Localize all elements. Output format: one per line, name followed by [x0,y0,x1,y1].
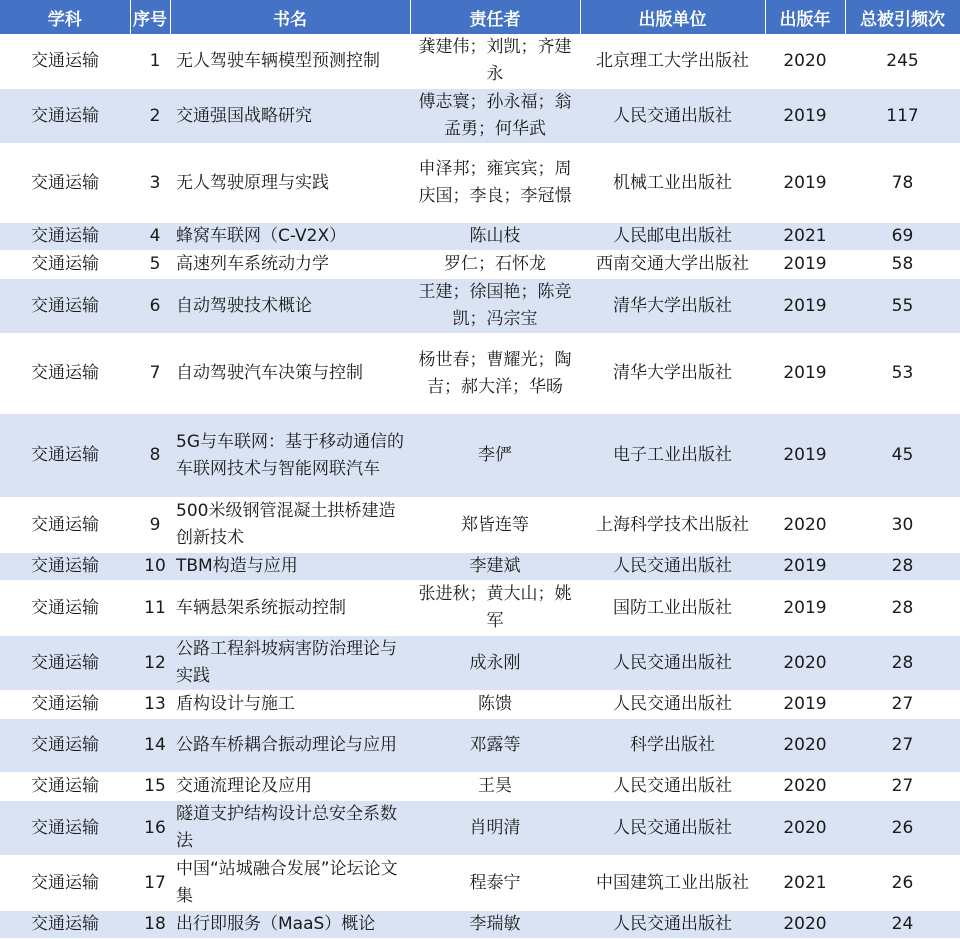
table-row [0,498,960,553]
cell-title: 公路车桥耦合振动理论与应用 [170,719,410,773]
cell-citations: 53 [845,334,960,414]
cell-citations: 28 [845,581,960,636]
cell-index: 11 [130,581,170,636]
cell-subject: 交通运输 [0,334,130,414]
cell-publisher: 北京理工大学出版社 [580,34,765,89]
cell-publisher: 西南交通大学出版社 [580,251,765,279]
cell-year: 2020 [765,719,845,773]
cell-authors: 邓露等 [410,719,580,773]
cell-title: 公路工程斜坡病害防治理论与实践 [170,636,410,691]
cell-year: 2020 [765,911,845,939]
cell-citations: 28 [845,636,960,691]
cell-index: 9 [130,498,170,553]
cell-citations: 27 [845,719,960,773]
cell-citations: 117 [845,89,960,144]
cell-index: 8 [130,414,170,498]
cell-citations: 245 [845,34,960,89]
header-title: 书名 [170,0,410,34]
table-row [0,279,960,334]
cell-subject: 交通运输 [0,251,130,279]
cell-year: 2019 [765,251,845,279]
cell-publisher: 电子工业出版社 [580,414,765,498]
table-row [0,223,960,251]
cell-title: 隧道支护结构设计总安全系数法 [170,801,410,856]
cell-authors: 龚建伟；刘凯；齐建永 [410,34,580,89]
cell-citations: 45 [845,414,960,498]
cell-authors: 杨世春；曹耀光；陶吉；郝大洋；华旸 [410,334,580,414]
cell-subject: 交通运输 [0,223,130,251]
cell-index: 14 [130,719,170,773]
cell-publisher: 人民交通出版社 [580,801,765,856]
cell-index: 17 [130,856,170,911]
cell-index: 1 [130,34,170,89]
cell-subject: 交通运输 [0,34,130,89]
cell-authors: 陈山枝 [410,223,580,251]
table-row [0,334,960,414]
table-row [0,34,960,89]
table-row [0,773,960,801]
cell-title: 交通强国战略研究 [170,89,410,144]
cell-index: 2 [130,89,170,144]
cell-authors: 王昊 [410,773,580,801]
cell-authors: 罗仁；石怀龙 [410,251,580,279]
cell-publisher: 机械工业出版社 [580,144,765,223]
cell-publisher: 人民交通出版社 [580,89,765,144]
cell-citations: 27 [845,691,960,719]
table-row [0,251,960,279]
header-subject: 学科 [0,0,130,34]
cell-title: 自动驾驶技术概论 [170,279,410,334]
cell-title: 无人驾驶原理与实践 [170,144,410,223]
cell-authors: 李俨 [410,414,580,498]
table-row [0,801,960,856]
header-citations: 总被引频次 [845,0,960,34]
table-body [0,34,960,939]
cell-authors: 申泽邦；雍宾宾；周庆国；李良；李冠憬 [410,144,580,223]
cell-index: 3 [130,144,170,223]
cell-publisher: 上海科学技术出版社 [580,498,765,553]
cell-index: 7 [130,334,170,414]
cell-authors: 程泰宁 [410,856,580,911]
table-row [0,414,960,498]
cell-subject: 交通运输 [0,414,130,498]
header-publisher: 出版单位 [580,0,765,34]
cell-subject: 交通运输 [0,89,130,144]
cell-year: 2019 [765,691,845,719]
cell-title: 交通流理论及应用 [170,773,410,801]
cell-subject: 交通运输 [0,581,130,636]
cell-publisher: 人民交通出版社 [580,773,765,801]
cell-title: 高速列车系统动力学 [170,251,410,279]
table-row [0,581,960,636]
cell-year: 2019 [765,144,845,223]
cell-publisher: 人民交通出版社 [580,553,765,581]
cell-publisher: 中国建筑工业出版社 [580,856,765,911]
cell-index: 12 [130,636,170,691]
table-row [0,719,960,773]
cell-year: 2019 [765,89,845,144]
cell-publisher: 科学出版社 [580,719,765,773]
cell-publisher: 人民交通出版社 [580,636,765,691]
cell-year: 2019 [765,334,845,414]
cell-citations: 26 [845,801,960,856]
cell-year: 2019 [765,414,845,498]
table-row [0,691,960,719]
cell-authors: 郑皆连等 [410,498,580,553]
cell-title: 蜂窝车联网（C-V2X） [170,223,410,251]
cell-citations: 27 [845,773,960,801]
header-authors: 责任者 [410,0,580,34]
cell-year: 2020 [765,801,845,856]
cell-publisher: 清华大学出版社 [580,334,765,414]
cell-year: 2019 [765,279,845,334]
cell-year: 2019 [765,581,845,636]
cell-index: 13 [130,691,170,719]
cell-citations: 78 [845,144,960,223]
cell-citations: 24 [845,911,960,939]
cell-title: TBM构造与应用 [170,553,410,581]
table-row [0,553,960,581]
cell-index: 16 [130,801,170,856]
table-row [0,911,960,939]
cell-subject: 交通运输 [0,856,130,911]
cell-title: 出行即服务（MaaS）概论 [170,911,410,939]
table-row [0,144,960,223]
cell-citations: 30 [845,498,960,553]
cell-index: 6 [130,279,170,334]
cell-subject: 交通运输 [0,911,130,939]
cell-publisher: 清华大学出版社 [580,279,765,334]
cell-authors: 成永刚 [410,636,580,691]
cell-authors: 傅志寰；孙永福；翁孟勇；何华武 [410,89,580,144]
cell-subject: 交通运输 [0,773,130,801]
cell-title: 车辆悬架系统振动控制 [170,581,410,636]
table-row [0,89,960,144]
cell-citations: 26 [845,856,960,911]
cell-index: 10 [130,553,170,581]
cell-authors: 王建；徐国艳；陈竞凯；冯宗宝 [410,279,580,334]
cell-authors: 李建斌 [410,553,580,581]
cell-publisher: 人民交通出版社 [580,911,765,939]
cell-subject: 交通运输 [0,553,130,581]
cell-publisher: 国防工业出版社 [580,581,765,636]
cell-index: 5 [130,251,170,279]
cell-citations: 58 [845,251,960,279]
cell-subject: 交通运输 [0,144,130,223]
cell-year: 2020 [765,773,845,801]
cell-year: 2021 [765,223,845,251]
cell-year: 2020 [765,34,845,89]
cell-subject: 交通运输 [0,498,130,553]
cell-title: 500米级钢管混凝土拱桥建造创新技术 [170,498,410,553]
table-row [0,856,960,911]
cell-year: 2019 [765,553,845,581]
cell-publisher: 人民邮电出版社 [580,223,765,251]
cell-authors: 肖明清 [410,801,580,856]
cell-authors: 陈馈 [410,691,580,719]
cell-citations: 55 [845,279,960,334]
cell-title: 自动驾驶汽车决策与控制 [170,334,410,414]
cell-title: 盾构设计与施工 [170,691,410,719]
cell-subject: 交通运输 [0,691,130,719]
cell-year: 2020 [765,636,845,691]
cell-publisher: 人民交通出版社 [580,691,765,719]
cell-title: 5G与车联网：基于移动通信的车联网技术与智能网联汽车 [170,414,410,498]
cell-year: 2021 [765,856,845,911]
header-year: 出版年 [765,0,845,34]
cell-title: 中国“站城融合发展”论坛论文集 [170,856,410,911]
table-row [0,636,960,691]
cell-subject: 交通运输 [0,801,130,856]
cell-index: 18 [130,911,170,939]
cell-citations: 69 [845,223,960,251]
cell-index: 15 [130,773,170,801]
cell-index: 4 [130,223,170,251]
cell-year: 2020 [765,498,845,553]
cell-authors: 李瑞敏 [410,911,580,939]
cell-citations: 28 [845,553,960,581]
cell-subject: 交通运输 [0,719,130,773]
cell-subject: 交通运输 [0,636,130,691]
header-index: 序号 [130,0,170,34]
header-row [0,0,960,34]
cell-title: 无人驾驶车辆模型预测控制 [170,34,410,89]
cell-authors: 张进秋；黄大山；姚军 [410,581,580,636]
cell-subject: 交通运输 [0,279,130,334]
